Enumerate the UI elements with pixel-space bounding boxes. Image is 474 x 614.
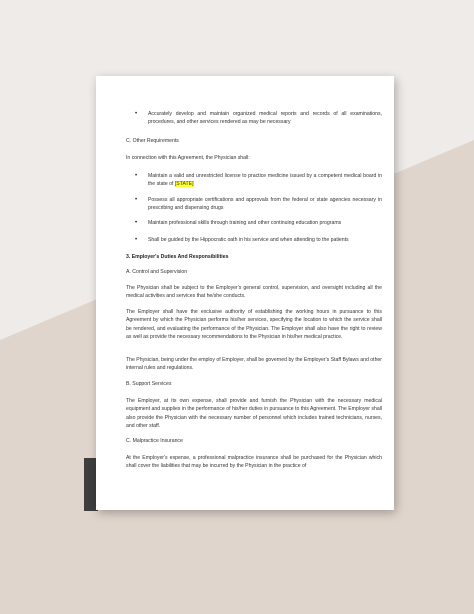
paragraph: The Physician, being under the employ of Employer, shall be governed by the Employer's Staff Bylaws and other internal rules and regulations. xyxy=(126,357,382,372)
paragraph: In connection with this Agreement, the Physician shall: xyxy=(126,155,250,161)
paragraph: At the Employer's expense, a professional malpractice insurance shall be purchased for the Physician which shall cover the liabilities that may be incurred by the Physician in the practice of xyxy=(126,455,382,470)
paragraph: The Employer, at its own expense, shall provide and furnish the Physician with the necessary medical equipment and supplies in the performance of his/her duties in pursuance to this Agreement. The Employer shall also provide the Physician with the necessary number of personnel which includes trained technicians, nurses, and other staff. xyxy=(126,398,382,430)
list-item xyxy=(135,196,382,213)
bullet-text: Maintain a valid and unrestricted license to practice medicine issued by a competent medical board in the state of xyxy=(148,173,382,188)
section-heading-employer-duties: 3. Employer's Duties And Responsibilities xyxy=(126,254,229,260)
paragraph: The Physician shall be subject to the Employer's general control, supervision, and oversight including all the medical activities and services that he/she conducts. xyxy=(126,285,382,300)
document-page xyxy=(96,76,394,510)
paragraph: The Employer shall have the exclusive authority of establishing the working hours in pursuance to this Agreement by which the Physician performs his/her services, specifying the location to which the service shall be rendered, and evaluating the performance of the Physician. The Employer shall also have the right to review as well as provide the necessary recommendations to the Physician in his/her medical practice. xyxy=(126,309,382,341)
bullet-text: Accurately develop and maintain organized medical reports and records of all examinations, procedures, and other services rendered as may be necessary xyxy=(148,111,382,126)
list-item xyxy=(135,219,382,227)
list-item xyxy=(135,172,382,189)
subsection-heading-malpractice: C. Malpractice Insurance xyxy=(126,438,183,444)
subsection-heading-support: B. Support Services xyxy=(126,381,172,387)
bullet-text: Shall be guided by the Hippocratic oath in his service and when attending to the patients xyxy=(148,237,349,243)
bullet-text: Maintain professional skills through training and other continuing education programs xyxy=(148,220,342,226)
bullet-icon: • xyxy=(135,111,138,117)
subsection-heading-control: A. Control and Supervision xyxy=(126,269,188,275)
bullet-icon: • xyxy=(135,220,138,226)
bullet-text: Possess all appropriate certifications and approvals from the federal or state agencies necessary in prescribing and dispensing drugs xyxy=(148,197,382,212)
bullet-icon: • xyxy=(135,197,138,203)
list-item xyxy=(135,110,382,127)
bullet-icon: • xyxy=(135,237,138,243)
state-placeholder-highlight: [STATE] xyxy=(174,181,194,188)
list-item xyxy=(135,236,382,244)
bullet-icon: • xyxy=(135,173,138,179)
section-heading-other-requirements: C. Other Requirements xyxy=(126,138,179,144)
